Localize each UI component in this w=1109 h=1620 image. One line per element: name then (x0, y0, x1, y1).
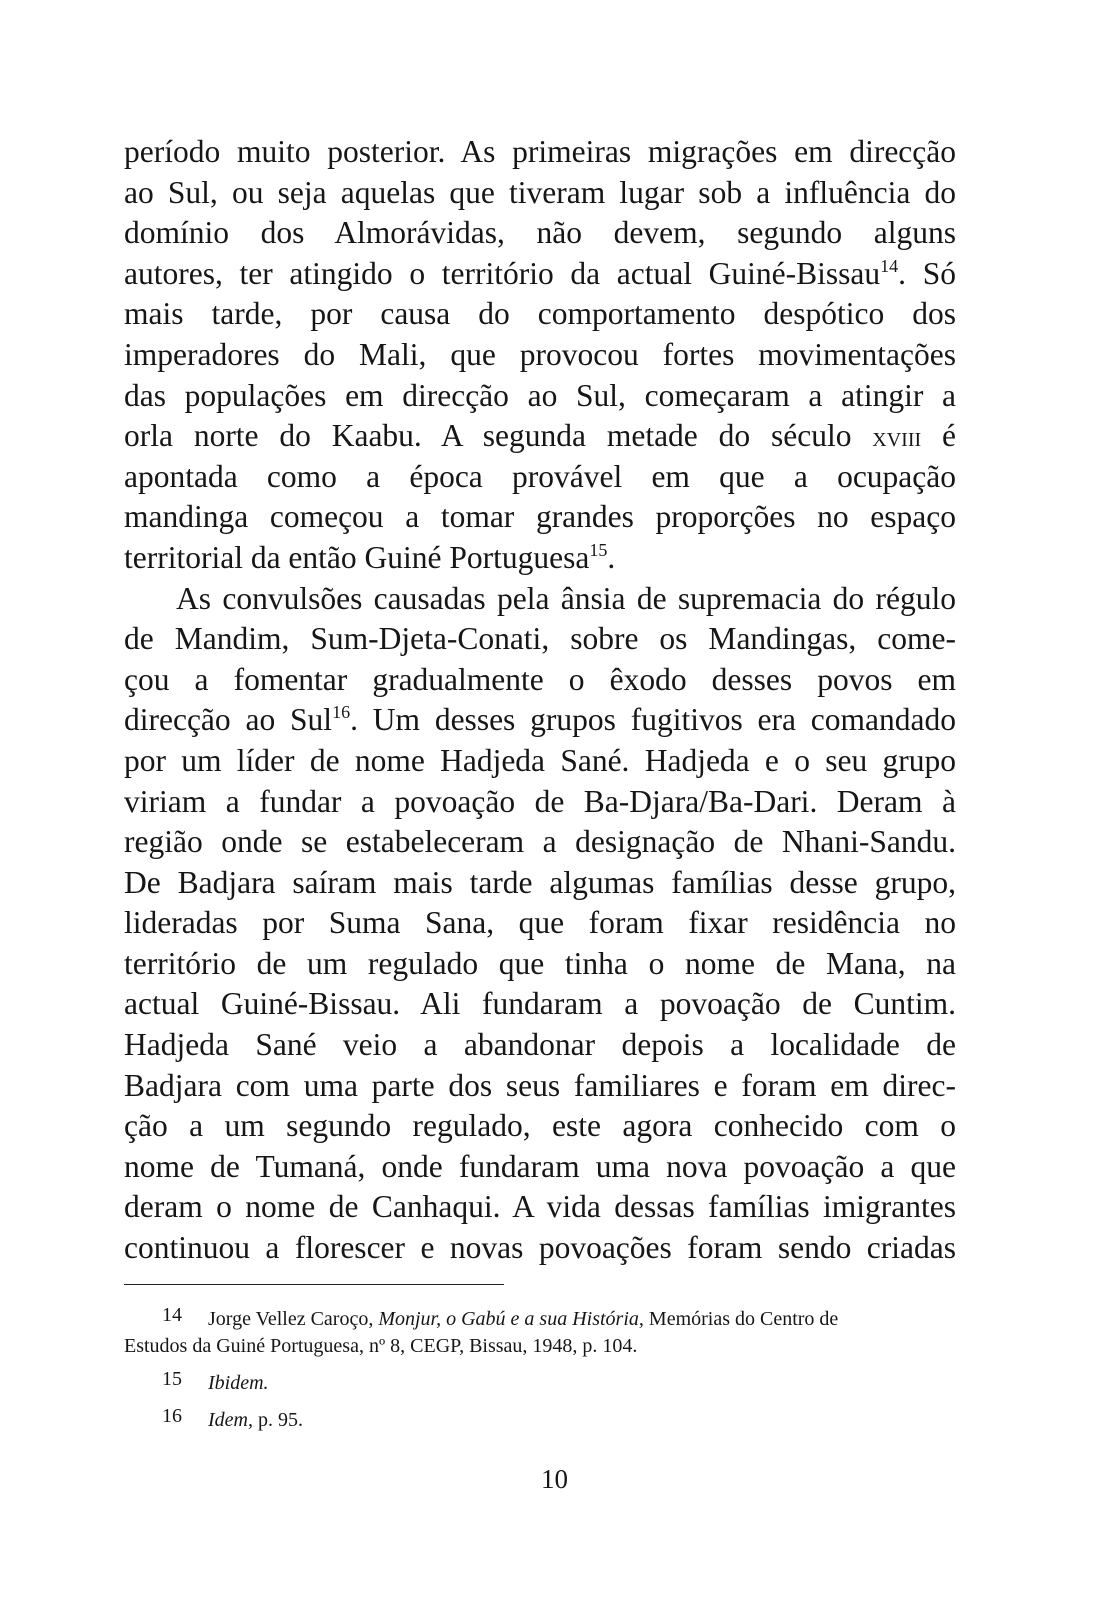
text-line: imperadores do Mali, que provocou fortes movimentações (124, 336, 956, 372)
text-segment: autores, ter atingido o território da actual Guiné-Bissau (124, 255, 881, 291)
text-segment: é (942, 418, 956, 454)
footnote-ref-14: 14 (880, 255, 899, 276)
footnote-ref-16: 16 (332, 702, 351, 723)
footnote-title: Ibidem. (208, 1372, 269, 1394)
footnote-15 (124, 1366, 956, 1397)
text-line: região onde se estabeleceram a designação de Nhani-Sandu. (124, 824, 956, 860)
footnote-title: Idem, (208, 1409, 253, 1431)
footnote-rest: Memórias do Centro de (648, 1308, 839, 1330)
text-line: das populações em direcção ao Sul, começaram a atingir a (124, 377, 956, 413)
text-segment: . Só (898, 255, 956, 291)
text-line: De Badjara saíram mais tarde algumas famílias desse grupo, (124, 864, 956, 900)
text-segment: orla norte do Kaabu. A segunda metade do século (124, 418, 852, 454)
footnote-title: Monjur, o Gabú e a sua História, (378, 1308, 644, 1330)
footnote-14 (124, 1302, 956, 1333)
century-numeral: xviii (872, 422, 922, 454)
text-line (124, 700, 956, 741)
footnotes (124, 1302, 956, 1434)
text-segment: direcção ao Sul (124, 702, 333, 738)
text-line: Badjara com uma parte dos seus familiares e foram em direc- (124, 1067, 956, 1103)
footnote-ref-15: 15 (589, 539, 608, 560)
main-text (124, 132, 956, 1269)
footnote-number: 16 (162, 1405, 182, 1427)
footnote-number: 15 (162, 1368, 182, 1390)
text-line: território de um regulado que tinha o nome de Mana, na (124, 945, 956, 981)
text-segment: . Um desses grupos fugitivos era comandado (350, 702, 956, 738)
text-line: nome de Tumaná, onde fundaram uma nova povoação a que (124, 1148, 956, 1184)
text-segment: . (607, 539, 616, 575)
text-segment: territorial da então Guiné Portuguesa (124, 539, 590, 575)
text-line: actual Guiné-Bissau. Ali fundaram a povoação de Cuntim. (124, 986, 956, 1022)
text-line: domínio dos Almorávidas, não devem, segundo alguns (124, 215, 956, 251)
text-line: de Mandim, Sum-Djeta-Conati, sobre os Mandingas, come- (124, 621, 956, 657)
text-line: continuou a florescer e novas povoações foram sendo criadas (124, 1230, 956, 1266)
text-line: Hadjeda Sané veio a abandonar depois a localidade de (124, 1027, 956, 1063)
text-line: lideradas por Suma Sana, que foram fixar residência no (124, 905, 956, 941)
text-line: mais tarde, por causa do comportamento despótico dos (124, 296, 956, 332)
page-number: 10 (541, 1464, 568, 1494)
text-line (124, 538, 956, 579)
text-line: viriam a fundar a povoação de Ba-Djara/Ba-Dari. Deram à (124, 783, 956, 819)
text-line: deram o nome de Canhaqui. A vida dessas famílias imigrantes (124, 1189, 956, 1225)
text-line: As convulsões causadas pela ânsia de supremacia do régulo (176, 580, 956, 616)
footnote-author: Jorge Vellez Caroço, (208, 1308, 374, 1330)
text-line (124, 416, 956, 457)
text-line: período muito posterior. As primeiras migrações em direcção (124, 134, 956, 169)
footnote-16 (124, 1403, 956, 1434)
footnote-14-continuation: Estudos da Guiné Portuguesa, nº 8, CEGP, Bissau, 1948, p. 104. (124, 1335, 638, 1357)
text-line: çou a fomentar gradualmente o êxodo desses povos em (124, 661, 956, 697)
text-line: mandinga começou a tomar grandes proporções no espaço (124, 499, 956, 535)
text-line: ao Sul, ou seja aquelas que tiveram lugar sob a influência do (124, 174, 956, 210)
text-line (124, 254, 956, 295)
footnote-number: 14 (162, 1304, 182, 1326)
footnote-divider (124, 1284, 504, 1285)
text-line: por um líder de nome Hadjeda Sané. Hadjeda e o seu grupo (124, 742, 956, 778)
footnote-rest: p. 95. (257, 1409, 303, 1431)
text-line: apontada como a época provável em que a ocupação (124, 458, 956, 494)
text-line: ção a um segundo regulado, este agora conhecido com o (124, 1108, 956, 1144)
